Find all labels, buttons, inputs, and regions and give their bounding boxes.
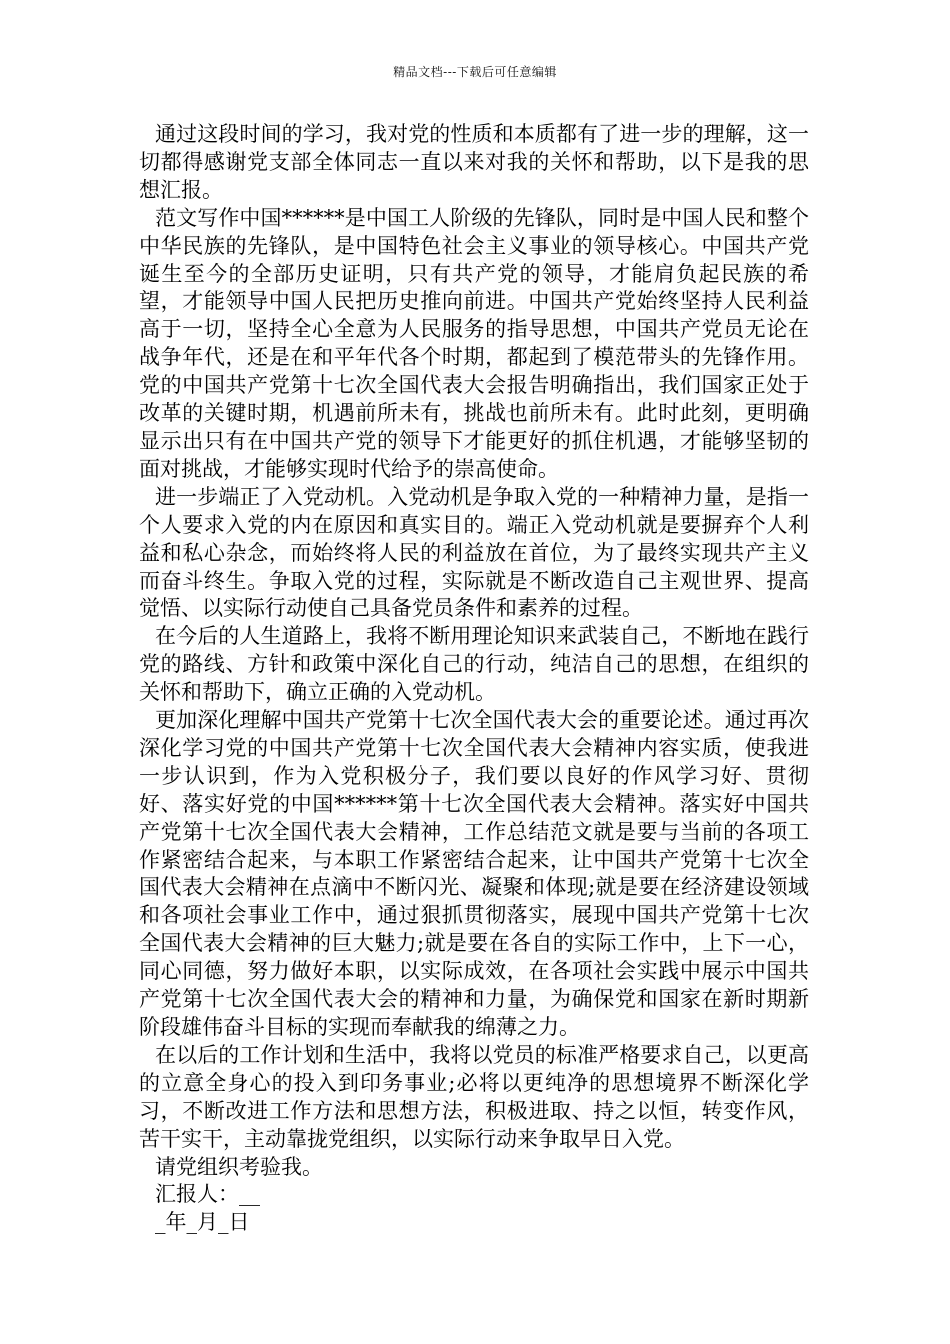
paragraph-intro: 通过这段时间的学习，我对党的性质和本质都有了进一步的理解，这一切都得感谢党支部全体同志一直以来对我的关怀和帮助，以下是我的思想汇报。: [139, 122, 809, 202]
reporter-signature-line: 汇报人：__: [155, 1182, 260, 1207]
document-body: [139, 121, 809, 1237]
paragraph-closing: 请党组织考验我。: [155, 1154, 323, 1179]
paragraph-future-path: 在今后的人生道路上，我将不断用理论知识来武装自己，不断地在践行党的路线、方针和政策中深化自己的行动，纯洁自己的思想，在组织的关怀和帮助下，确立正确的入党动机。: [139, 624, 809, 705]
date-line: _年_月_日: [155, 1210, 250, 1235]
paragraph-work-plan: 在以后的工作计划和生活中，我将以党员的标准严格要求自己，以更高的立意全身心的投入到印务事业;必将以更纯净的思想境界不断深化学习，不断改进工作方法和思想方法，积极进取、持之以恒，转变作风，苦干实干，主动靠拢党组织，以实际行动来争取早日入党。: [139, 1042, 809, 1151]
paragraph-motivation: 进一步端正了入党动机。入党动机是争取入党的一种精神力量，是指一个人要求入党的内在原因和真实目的。端正入党动机就是要摒弃个人利益和私心杂念，而始终将人民的利益放在首位，为了最终实现共产主义而奋斗终生。争取入党的过程，实际就是不断改造自己主观世界、提高觉悟、以实际行动使自己具备党员条件和素养的过程。: [139, 484, 809, 621]
paragraph-party-nature: 范文写作中国******是中国工人阶级的先锋队，同时是中国人民和整个中华民族的先锋队，是中国特色社会主义事业的领导核心。中国共产党诞生至今的全部历史证明，只有共产党的领导，才能肩负起民族的希望，才能领导中国人民把历史推向前进。中国共产党始终坚持人民利益高于一切，坚持全心全意为人民服务的指导思想，中国共产党员无论在战争年代，还是在和平年代各个时期，都起到了模范带头的先锋作用。党的中国共产党第十七次全国代表大会报告明确指出，我们国家正处于改革的关键时期，机遇前所未有，挑战也前所未有。此时此刻，更明确显示出只有在中国共产党的领导下才能更好的抓住机遇，才能够坚韧的面对挑战，才能够实现时代给予的崇高使命。: [139, 205, 809, 481]
page-header: 精品文档---下载后可任意编辑: [393, 65, 557, 79]
paragraph-congress-study: 更加深化理解中国共产党第十七次全国代表大会的重要论述。通过再次深化学习党的中国共产党第十七次全国代表大会精神内容实质，使我进一步认识到，作为入党积极分子，我们要以良好的作风学习好、贯彻好、落实好党的中国******第十七次全国代表大会精神。落实好中国共产党第十七次全国代表大会精神，工作总结范文就是要与当前的各项工作紧密结合起来，与本职工作紧密结合起来，让中国共产党第十七次全国代表大会精神在点滴中不断闪光、凝聚和体现;就是要在经济建设领域和各项社会事业工作中，通过狠抓贯彻落实，展现中国共产党第十七次全国代表大会精神的巨大魅力;就是要在各自的实际工作中，上下一心，同心同德，努力做好本职，以实际成效，在各项社会实践中展示中国共产党第十七次全国代表大会的精神和力量，为确保党和国家在新时期新阶段雄伟奋斗目标的实现而奉献我的绵薄之力。: [139, 708, 809, 1039]
